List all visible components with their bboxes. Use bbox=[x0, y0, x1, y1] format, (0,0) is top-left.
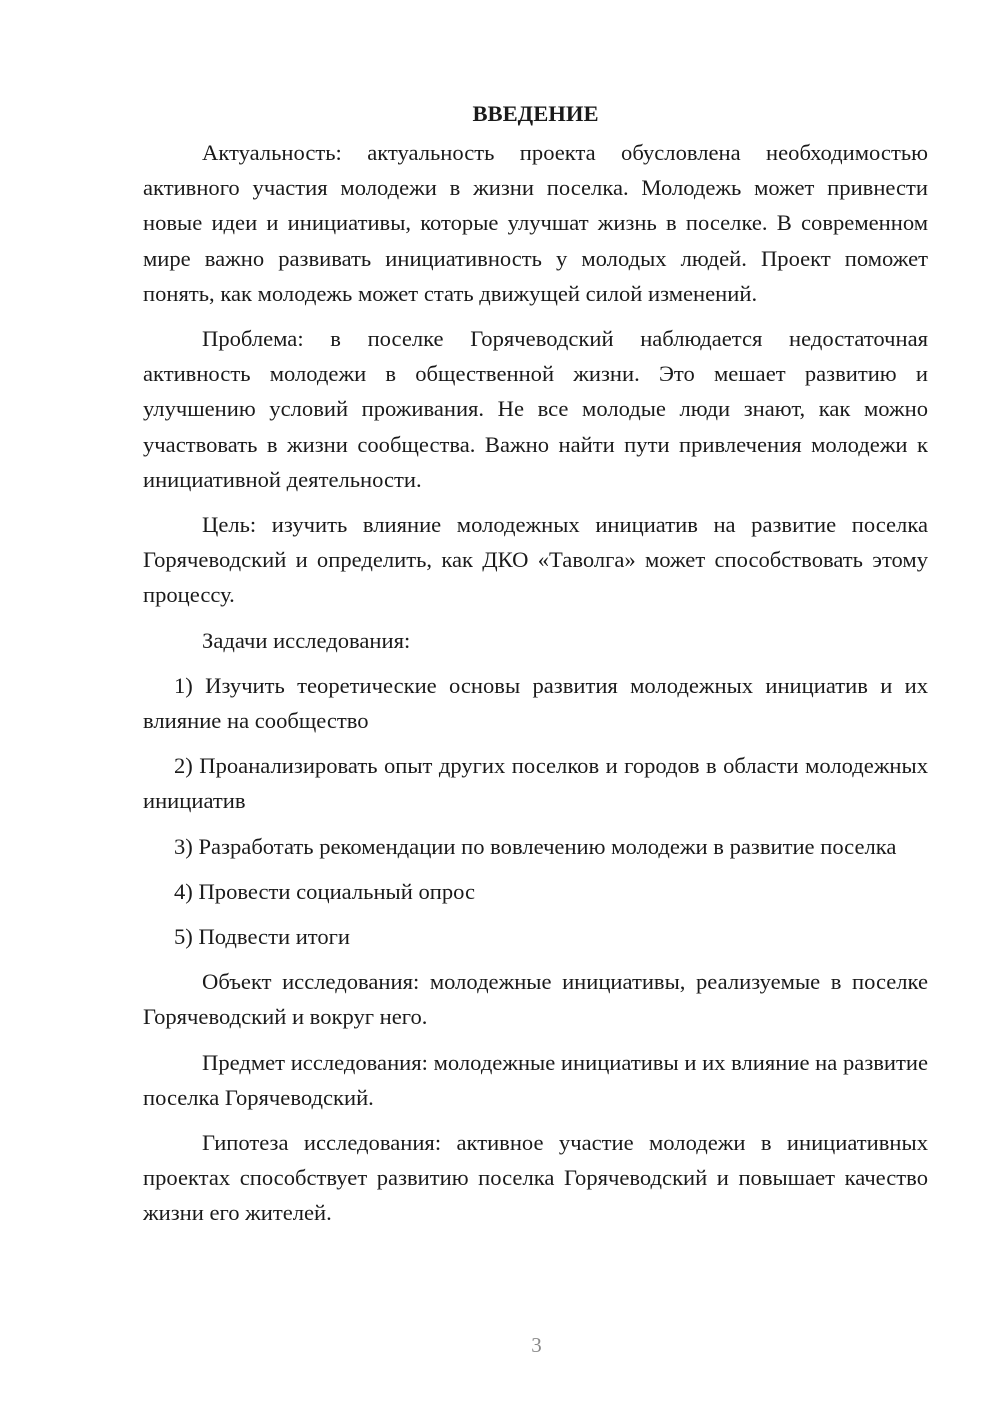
task-item-2: 2) Проанализировать опыт других поселков и городов в области молодежных инициатив bbox=[143, 753, 928, 814]
page-title: ВВЕДЕНИЕ bbox=[472, 101, 599, 126]
page-number: 3 bbox=[531, 1333, 542, 1357]
paragraph-relevance: Актуальность: актуальность проекта обусловлена необходимостью активного участия молодежи в жизни поселка. Молодежь может привнести новые идеи и инициативы, которые улучшат жизнь в поселке. В современном мире важно развивать инициативность у молодых людей. Проект поможет понять, как молодежь может стать движущей силой изменений. bbox=[143, 140, 928, 306]
task-item-4: 4) Провести социальный опрос bbox=[174, 878, 476, 904]
paragraph-object: Объект исследования: молодежные инициативы, реализуемые в поселке Горячеводский и вокруг него. bbox=[143, 969, 928, 1030]
paragraph-hypothesis: Гипотеза исследования: активное участие молодежи в инициативных проектах способствует развитию поселка Горячеводский и повышает качество жизни его жителей. bbox=[143, 1130, 928, 1226]
page-content bbox=[143, 96, 928, 1241]
task-item-3: 3) Разработать рекомендации по вовлечению молодежи в развитие поселка bbox=[174, 833, 897, 859]
paragraph-goal: Цель: изучить влияние молодежных инициатив на развитие поселка Горячеводский и определить, как ДКО «Таволга» может способствовать этому процессу. bbox=[143, 512, 928, 608]
task-item-1: 1) Изучить теоретические основы развития молодежных инициатив и их влияние на сообщество bbox=[143, 672, 928, 734]
paragraph-subject: Предмет исследования: молодежные инициативы и их влияние на развитие поселка Горячеводский. bbox=[143, 1049, 928, 1110]
task-item-5: 5) Подвести итоги bbox=[174, 924, 351, 950]
paragraph-problem: Проблема: в поселке Горячеводский наблюдается недостаточная активность молодежи в общественной жизни. Это мешает развитию и улучшению условий проживания. Не все молодые люди знают, как можно участвовать в жизни сообщества. Важно найти пути привлечения молодежи к инициативной деятельности. bbox=[143, 326, 928, 492]
tasks-heading: Задачи исследования: bbox=[202, 627, 411, 653]
